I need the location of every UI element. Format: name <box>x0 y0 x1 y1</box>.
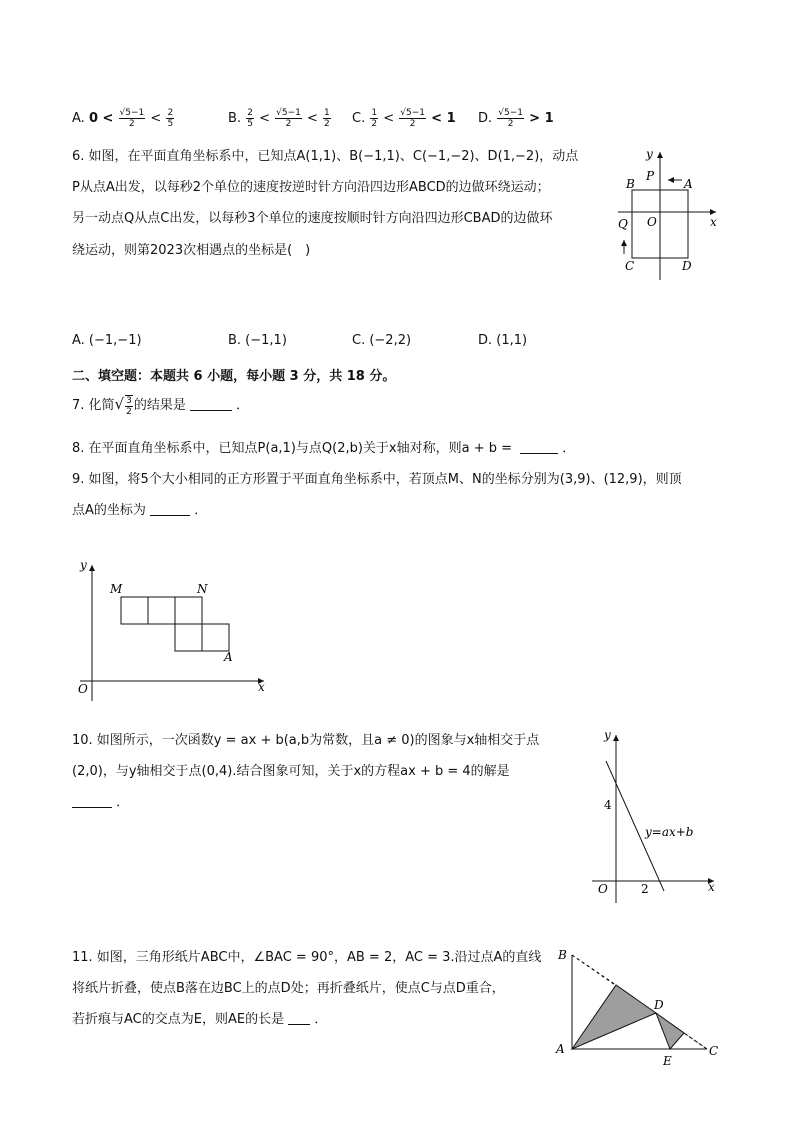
square-1 <box>121 597 148 624</box>
denominator: 2 <box>371 119 378 129</box>
label-a: A <box>684 177 693 191</box>
label-x: x <box>258 680 265 694</box>
punctuation: ． <box>314 1012 328 1027</box>
option-label: A. <box>72 111 85 126</box>
denominator: 2 <box>129 119 135 129</box>
q7-text: 的结果是 <box>133 398 186 413</box>
label-c: C <box>625 259 635 273</box>
q5-option-a <box>72 108 175 129</box>
fraction <box>275 108 302 129</box>
numerator: 3 <box>126 395 132 406</box>
denominator: 2 <box>126 406 132 417</box>
numerator: √5−1 <box>400 108 426 118</box>
q6-line-1: 6. 如图，在平面直角坐标系中，已知点A(1,1)、B(−1,1)、C(−1,−2)、D(1,−2)，动点 <box>72 149 579 164</box>
label-y: y <box>604 728 611 742</box>
punctuation: ． <box>236 398 250 413</box>
answer-blank[interactable] <box>190 398 232 411</box>
q10-line-2: (2,0)，与y轴相交于点(0,4).结合图象可知，关于x的方程ax + b = 4的解是 <box>72 764 510 779</box>
option-label: B. <box>228 111 242 126</box>
folded-triangle-abd <box>572 985 656 1049</box>
punctuation: ． <box>116 795 130 810</box>
q9-figure <box>72 555 272 705</box>
label-a: A <box>224 650 233 664</box>
q7 <box>72 394 249 417</box>
q11-line-2: 将纸片折叠，使点B落在边BC上的点D处；再折叠纸片，使点C与点D重合， <box>72 981 505 996</box>
label-b: B <box>626 177 635 191</box>
label-p: P <box>646 169 655 183</box>
fraction <box>370 108 378 129</box>
label-c: C <box>709 1044 719 1058</box>
folded-triangle-dec <box>656 1013 684 1049</box>
answer-blank[interactable] <box>72 795 112 808</box>
denominator: 2 <box>409 119 416 129</box>
label-n: N <box>197 582 208 596</box>
answer-blank[interactable] <box>150 503 190 516</box>
square-3 <box>175 597 202 624</box>
numerator: √5−1 <box>119 108 145 118</box>
label-a: A <box>556 1042 565 1056</box>
label-y: y <box>80 558 87 572</box>
q6-option-b: B. (−1,1) <box>228 333 287 348</box>
label-2: 2 <box>641 882 649 896</box>
q7-text: 7. 化简 <box>72 398 115 413</box>
math-text: < <box>259 111 270 126</box>
square-4 <box>175 624 202 651</box>
numerator: √5−1 <box>498 108 524 118</box>
label-e: E <box>663 1054 672 1068</box>
fraction <box>125 395 133 417</box>
math-text: < <box>150 111 162 126</box>
math-text: < 1 <box>431 111 456 126</box>
label-q: Q <box>618 217 628 231</box>
q6-line-3: 另一动点Q从点C出发，以每秒3个单位的速度按顺时针方向沿四边形CBAD的边做环 <box>72 211 553 226</box>
denominator: 2 <box>324 119 330 129</box>
label-o: O <box>78 682 88 696</box>
square-2 <box>148 597 175 624</box>
fraction <box>323 108 331 129</box>
fraction <box>497 108 524 129</box>
label-x: x <box>710 215 717 229</box>
q5-option-b <box>228 108 332 129</box>
square-5 <box>202 624 229 651</box>
section-heading: 二、填空题：本题共 6 小题，每小题 3 分，共 18 分。 <box>72 369 396 384</box>
q9-line-1: 9. 如图，将5个大小相同的正方形置于平面直角坐标系中，若顶点M、N的坐标分别为(3,9)、(12,9)，则顶 <box>72 472 682 487</box>
numerator: 1 <box>324 108 330 118</box>
q10-figure <box>590 725 720 905</box>
q11-line-1: 11. 如图，三角形纸片ABC中，∠BAC = 90°，AB = 2，AC = 3.沿过点A的直线 <box>72 950 542 965</box>
q6-option-a: A. (−1,−1) <box>72 333 142 348</box>
q6-line-2: P从点A出发，以每秒2个单位的速度按逆时针方向沿四边形ABCD的边做环绕运动； <box>72 180 550 195</box>
q6-figure <box>610 142 725 284</box>
option-label: C. <box>352 111 366 126</box>
option-label: D. <box>478 111 493 126</box>
q9-text: 点A的坐标为 <box>72 503 146 518</box>
numerator: 1 <box>371 108 378 118</box>
q9-line-2 <box>72 499 207 518</box>
q6-option-d: D. (1,1) <box>478 333 528 348</box>
q8 <box>72 437 575 456</box>
math-text: > 1 <box>529 111 554 126</box>
q6-option-c: C. (−2,2) <box>352 333 412 348</box>
label-o: O <box>598 882 608 896</box>
q5-option-d <box>478 108 554 129</box>
numerator: 2 <box>167 108 174 118</box>
fraction <box>246 108 254 129</box>
q11-line-3 <box>72 1008 327 1027</box>
q8-text: 8. 在平面直角坐标系中，已知点P(a,1)与点Q(2,b)关于x轴对称，则a + b = <box>72 441 513 456</box>
answer-blank[interactable] <box>520 441 558 454</box>
math-text: < <box>307 111 318 126</box>
fraction <box>399 108 426 129</box>
label-o: O <box>647 215 657 229</box>
label-m: M <box>110 582 123 596</box>
denominator: 5 <box>167 119 174 129</box>
label-b: B <box>558 948 567 962</box>
denominator: 2 <box>285 119 292 129</box>
q10-line-3 <box>72 791 129 810</box>
label-y: y <box>646 147 653 161</box>
denominator: 2 <box>507 119 514 129</box>
label-d: D <box>654 998 664 1012</box>
punctuation: ． <box>562 441 576 456</box>
q6-line-4: 绕运动，则第2023次相遇点的坐标是( ) <box>72 243 311 258</box>
fraction <box>166 108 174 129</box>
fraction <box>119 108 146 129</box>
denominator: 5 <box>247 119 253 129</box>
q11-text: 若折痕与AC的交点为E，则AE的长是 <box>72 1012 285 1027</box>
numerator: √5−1 <box>276 108 301 118</box>
answer-blank[interactable] <box>288 1012 310 1025</box>
dashed-bd <box>572 955 616 985</box>
q10-line-1: 10. 如图所示，一次函数y = ax + b(a,b为常数，且a ≠ 0)的图象与x轴相交于点 <box>72 733 540 748</box>
label-4: 4 <box>604 798 612 812</box>
label-d: D <box>682 259 692 273</box>
math-text: 0 < <box>88 111 114 126</box>
sqrt-sign: √ <box>114 395 125 413</box>
q11-figure <box>552 945 727 1070</box>
function-label: y=ax+b <box>645 825 694 839</box>
math-text: < <box>383 111 395 126</box>
punctuation: ． <box>194 503 208 518</box>
label-x: x <box>708 880 715 894</box>
numerator: 2 <box>247 108 253 118</box>
q5-option-c <box>352 108 456 129</box>
